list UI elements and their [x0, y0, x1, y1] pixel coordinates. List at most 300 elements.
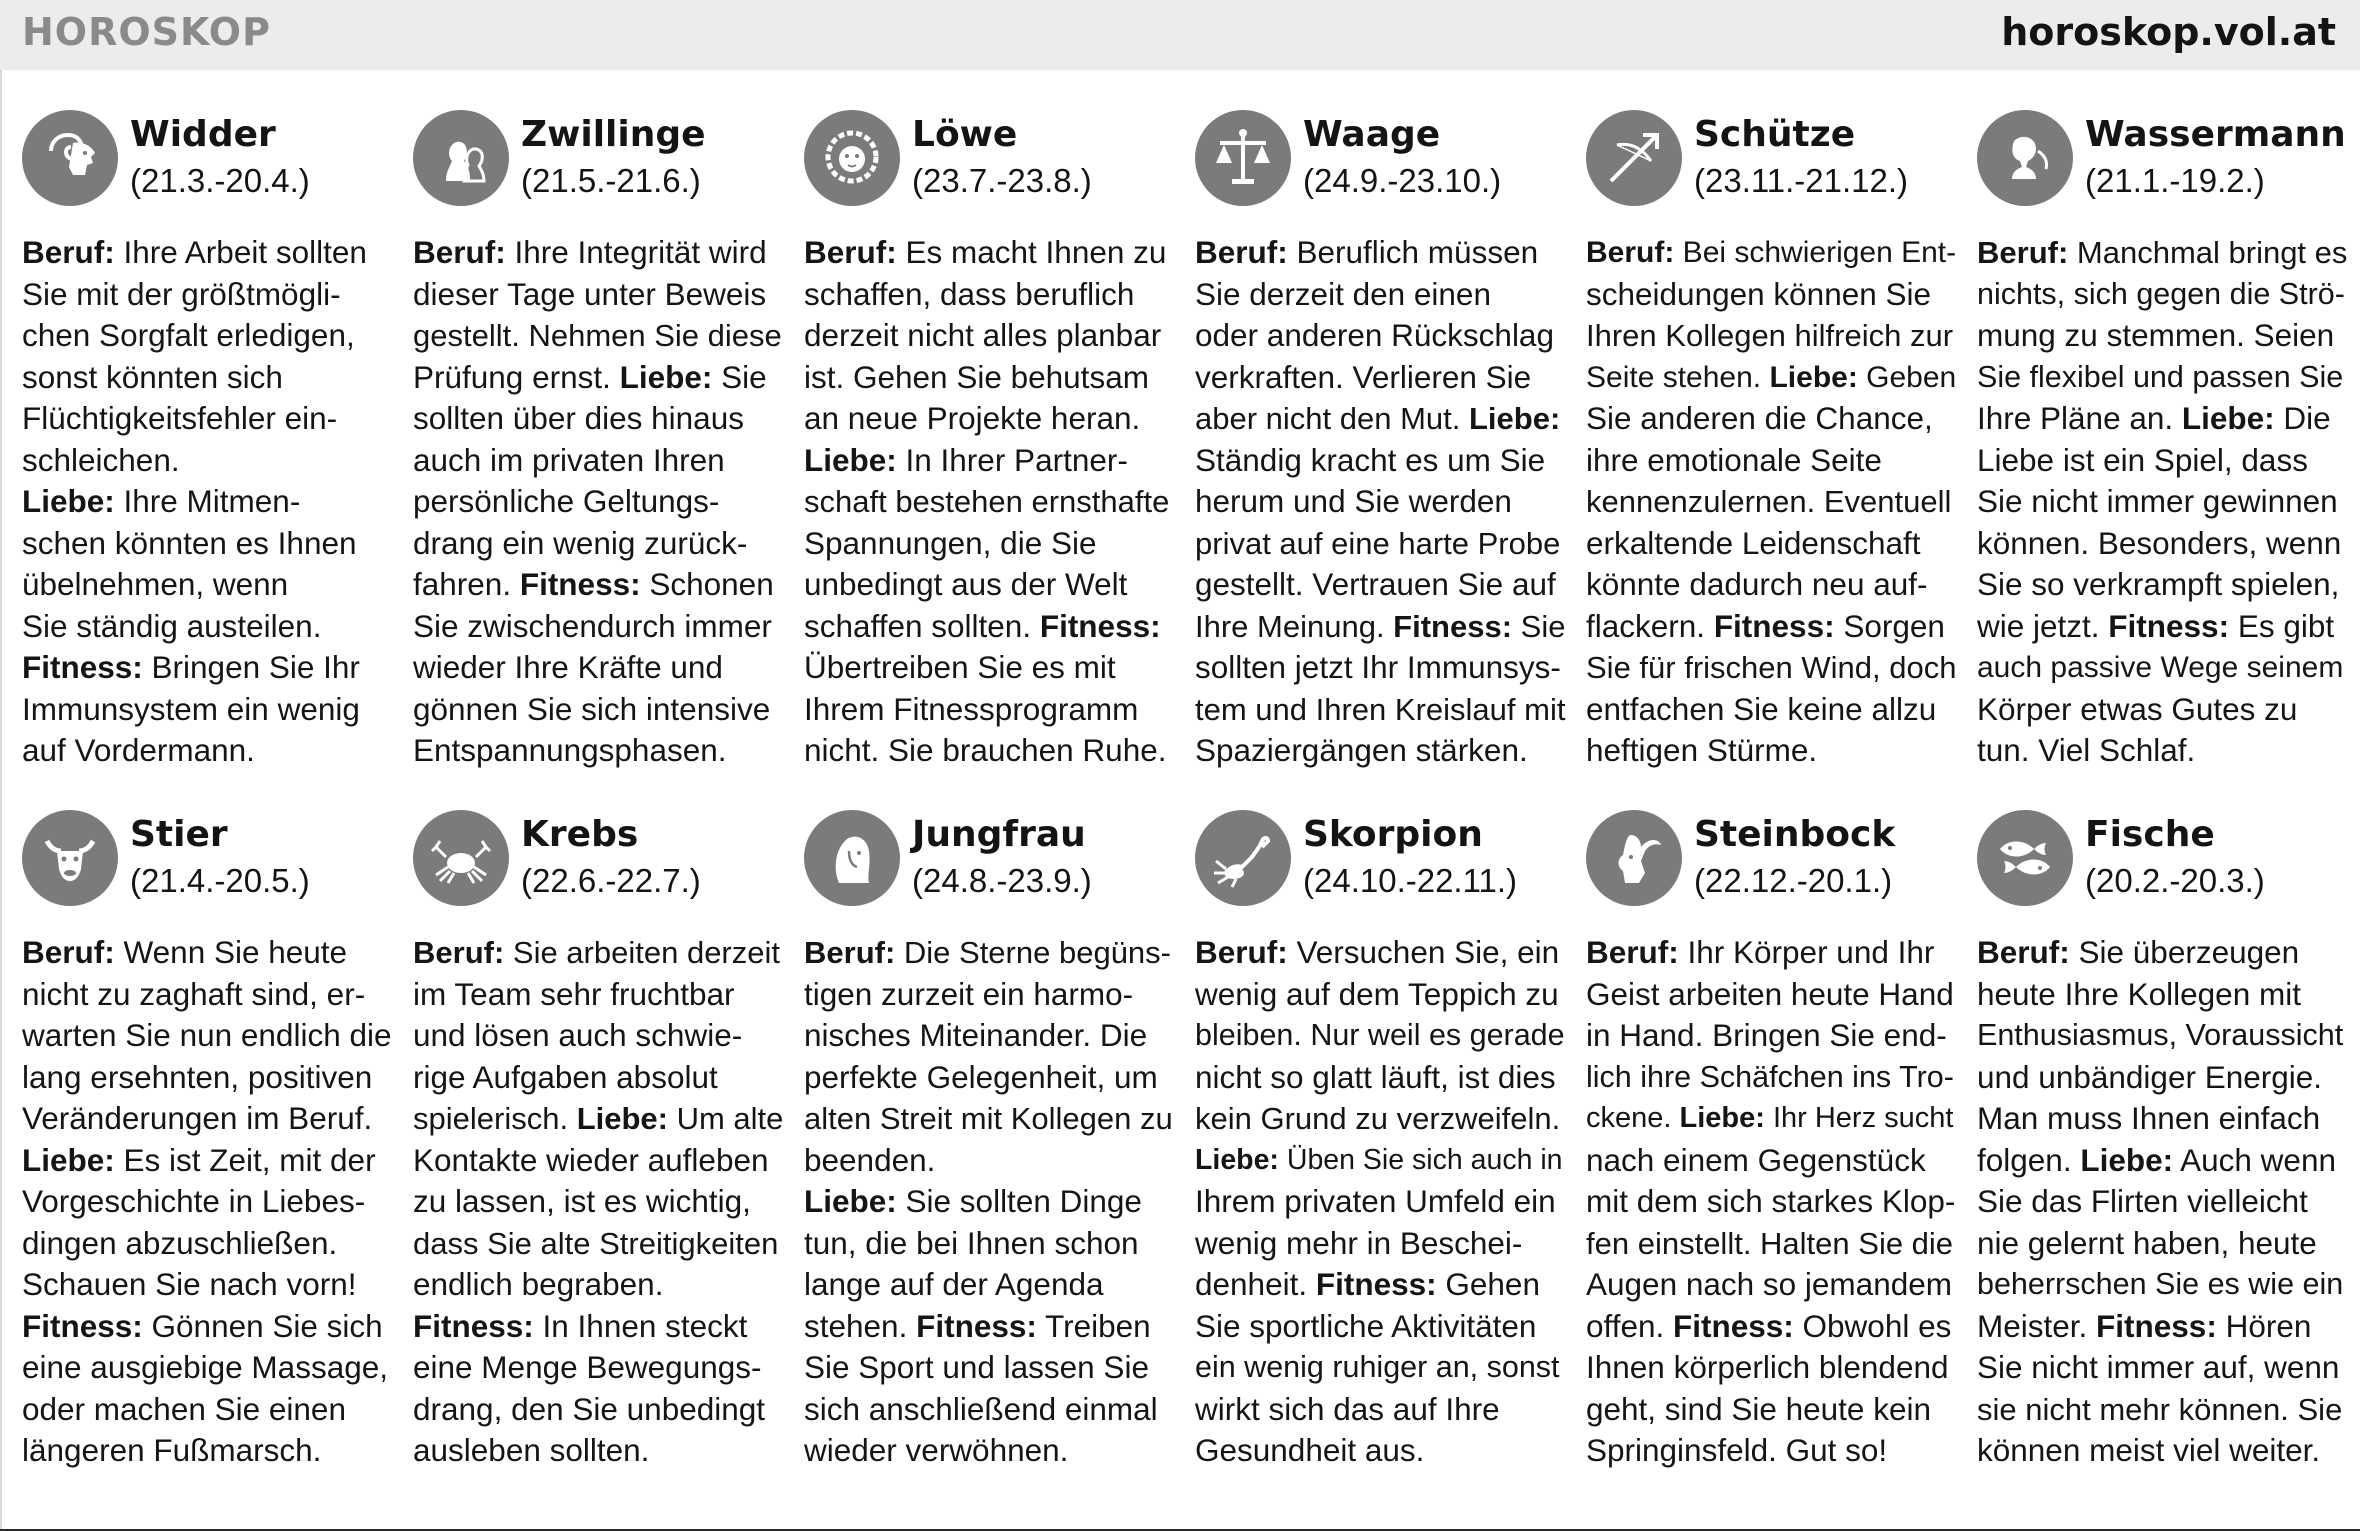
text-segment: Auch wenn	[2173, 1141, 2336, 1178]
text-segment: ihre emotionale Seite	[1586, 441, 1882, 478]
text-segment: oder machen Sie einen	[22, 1390, 346, 1427]
sign-header	[1977, 110, 2347, 232]
category-label: Beruf:	[413, 935, 505, 970]
sign-name: Steinbock	[1694, 814, 1896, 855]
horoscope-text	[804, 232, 1174, 772]
text-segment: schaft bestehen ernsthafte	[804, 484, 1170, 519]
text-line	[804, 1223, 1174, 1265]
text-segment: Spaziergängen stärken.	[1195, 732, 1528, 768]
text-line	[22, 974, 392, 1016]
text-segment: tigen zurzeit ein harmo-	[804, 975, 1134, 1012]
text-segment: herum und Sie werden	[1195, 483, 1512, 519]
sign-dates: (22.6.-22.7.)	[521, 862, 701, 899]
text-line	[1586, 232, 1956, 274]
text-line	[1977, 1347, 2347, 1389]
horoscope-entry-zwillinge	[413, 110, 783, 810]
text-line	[1977, 689, 2347, 731]
text-line	[1586, 606, 1956, 648]
text-segment: Sie anderen die Chance,	[1586, 400, 1933, 436]
text-line	[1977, 1430, 2347, 1472]
text-segment: Die	[2274, 400, 2331, 436]
text-line	[413, 730, 783, 772]
text-segment: und lösen auch schwie-	[413, 1017, 743, 1053]
text-segment: Ihrem Fitnessprogramm	[804, 690, 1139, 727]
text-segment: persönliche Geltungs-	[413, 483, 720, 519]
text-segment: Meister.	[1977, 1307, 2097, 1344]
text-segment: kennenzulernen. Eventuell	[1586, 484, 1952, 519]
text-segment: wenig mehr in Beschei-	[1195, 1224, 1523, 1261]
text-segment: perfekte Gelegenheit, um	[804, 1058, 1158, 1095]
text-line	[22, 1347, 392, 1389]
text-line	[1195, 974, 1565, 1016]
water-bearer-icon	[1977, 110, 2073, 206]
sign-header	[1586, 110, 1956, 232]
text-line	[804, 398, 1174, 440]
text-line	[1586, 689, 1956, 731]
text-segment: und unbändiger Energie.	[1977, 1058, 2323, 1095]
maiden-icon	[804, 810, 900, 906]
sign-header	[1195, 810, 1565, 932]
text-segment: Ihre Meinung.	[1195, 608, 1394, 644]
text-line	[1195, 689, 1565, 731]
sign-header	[804, 810, 1174, 932]
horoscope-entry-wassermann	[1977, 110, 2347, 810]
text-segment: Sie überzeugen	[2069, 934, 2300, 970]
category-label: Beruf:	[1586, 236, 1675, 269]
text-line	[804, 730, 1174, 772]
text-line	[22, 1098, 392, 1140]
text-segment: dass Sie alte Streitigkeiten	[413, 1225, 779, 1261]
text-line	[1977, 1223, 2347, 1265]
text-segment: Vorgeschichte in Liebes-	[22, 1183, 366, 1219]
category-label: Liebe:	[1195, 1143, 1279, 1176]
category-label: Beruf:	[804, 234, 897, 270]
category-label: Fitness:	[916, 1307, 1037, 1344]
sign-dates: (21.1.-19.2.)	[2085, 162, 2265, 199]
text-line	[1586, 1347, 1956, 1389]
text-line	[22, 440, 392, 482]
text-line	[1195, 1015, 1565, 1057]
text-segment: wie jetzt.	[1977, 607, 2109, 644]
text-line	[413, 1347, 783, 1389]
text-line	[22, 730, 392, 772]
text-segment: sonst könnten sich	[22, 358, 283, 395]
text-line	[22, 564, 392, 606]
text-line	[413, 1306, 783, 1348]
text-line	[413, 398, 783, 440]
text-segment: Körper etwas Gutes zu	[1977, 690, 2298, 727]
horoscope-text	[804, 932, 1174, 1472]
text-segment: könnte dadurch neu auf-	[1586, 566, 1928, 602]
sign-dates: (21.3.-20.4.)	[130, 162, 310, 199]
sign-header	[413, 110, 783, 232]
archer-icon	[1586, 110, 1682, 206]
text-line	[1195, 1098, 1565, 1140]
horoscope-grid	[22, 110, 2348, 1510]
text-segment: Veränderungen im Beruf.	[22, 1100, 373, 1136]
text-line	[1195, 398, 1565, 440]
text-line	[413, 274, 783, 316]
sign-name: Schütze	[1694, 114, 1856, 155]
text-line	[413, 1430, 783, 1472]
text-segment: Sie Sport und lassen Sie	[804, 1349, 1149, 1385]
text-line	[1586, 1181, 1956, 1223]
text-segment: Sie flexibel und passen Sie	[1977, 359, 2344, 394]
category-label: Fitness:	[22, 649, 143, 685]
text-segment: lang ersehnten, positiven	[22, 1058, 373, 1095]
text-segment: kein Grund zu verzweifeln.	[1195, 1101, 1561, 1136]
text-segment: Augen nach so jemandem	[1586, 1266, 1952, 1302]
sign-dates: (24.8.-23.9.)	[912, 862, 1092, 899]
text-segment: beherrschen Sie es wie ein	[1977, 1267, 2344, 1301]
sign-name: Krebs	[521, 814, 639, 855]
text-line	[22, 481, 392, 523]
text-line	[804, 606, 1174, 648]
twins-icon	[413, 110, 509, 206]
text-line	[413, 1389, 783, 1431]
text-line	[1586, 1140, 1956, 1182]
category-label: Fitness:	[1039, 607, 1161, 644]
horoscope-text	[22, 932, 392, 1472]
text-segment: Immunsystem ein wenig	[22, 690, 360, 727]
text-line	[804, 1306, 1174, 1348]
text-segment: wenig auf dem Teppich zu	[1195, 975, 1559, 1012]
text-line	[413, 1140, 783, 1182]
text-line	[413, 440, 783, 482]
text-segment: übelnehmen, wenn	[22, 566, 289, 602]
category-label: Fitness:	[22, 1307, 143, 1344]
text-segment: denheit.	[1195, 1266, 1316, 1302]
text-segment: Entspannungsphasen.	[413, 732, 727, 768]
category-label: Beruf:	[1977, 934, 2070, 970]
text-line	[804, 564, 1174, 606]
text-line	[22, 689, 392, 731]
text-line	[1195, 440, 1565, 482]
text-segment: flackern.	[1586, 607, 1714, 644]
text-segment: Springinsfeld. Gut so!	[1586, 1432, 1888, 1468]
text-line	[804, 315, 1174, 357]
sign-dates: (21.4.-20.5.)	[130, 862, 310, 899]
text-line	[804, 1264, 1174, 1306]
text-segment: schaffen, dass beruflich	[804, 275, 1135, 312]
text-line	[413, 1264, 783, 1306]
text-segment: ein wenig ruhiger an, sonst	[1195, 1350, 1560, 1384]
text-segment: privat auf eine harte Probe	[1195, 525, 1561, 561]
fish-icon	[1977, 810, 2073, 906]
category-label: Fitness:	[1673, 1307, 1794, 1344]
text-line	[1195, 1264, 1565, 1306]
text-line	[1586, 398, 1956, 440]
text-segment: Es ist Zeit, mit der	[114, 1141, 376, 1178]
text-segment: fahren.	[413, 566, 520, 602]
sign-header	[22, 110, 392, 232]
text-segment: rige Aufgaben absolut	[413, 1058, 718, 1095]
text-segment: heute Ihre Kollegen mit	[1977, 975, 2301, 1012]
text-segment: fen einstellt. Halten Sie die	[1586, 1225, 1954, 1261]
text-line	[1586, 932, 1956, 974]
text-segment: oder anderen Rückschlag	[1195, 317, 1554, 353]
text-segment: scheidungen können Sie	[1586, 275, 1932, 312]
text-line	[1586, 564, 1956, 606]
category-label: Liebe:	[1769, 360, 1858, 394]
text-segment: auf Vordermann.	[22, 732, 255, 768]
text-segment: wieder verwöhnen.	[804, 1432, 1069, 1468]
sign-name: Zwillinge	[521, 114, 706, 155]
text-segment: mit dem sich starkes Klop-	[1586, 1183, 1956, 1219]
crab-icon	[413, 810, 509, 906]
text-line	[1586, 1430, 1956, 1472]
text-line	[1586, 1306, 1956, 1348]
text-line	[22, 398, 392, 440]
text-line	[804, 274, 1174, 316]
text-line	[22, 606, 392, 648]
text-segment: Enthusiasmus, Voraussicht	[1977, 1018, 2344, 1052]
text-line	[413, 357, 783, 399]
text-line	[804, 689, 1174, 731]
horoscope-entry-waage	[1195, 110, 1565, 810]
text-segment: Sie so verkrampft spielen,	[1977, 566, 2340, 602]
text-line	[1195, 1306, 1565, 1348]
text-line	[1195, 232, 1565, 274]
text-segment: Sie zwischendurch immer	[413, 607, 772, 644]
horoscope-entry-löwe	[804, 110, 1174, 810]
text-segment: aber nicht den Mut.	[1195, 401, 1469, 436]
text-line	[22, 647, 392, 689]
text-segment: Sie	[1512, 608, 1566, 644]
horoscope-entry-stier	[22, 810, 392, 1510]
category-label: Fitness:	[1393, 608, 1513, 644]
text-segment: auch im privaten Ihren	[413, 441, 725, 478]
text-line	[413, 606, 783, 648]
text-segment: drang ein wenig zurück-	[413, 524, 748, 561]
text-line	[1195, 932, 1565, 974]
text-segment: Treiben	[1036, 1307, 1151, 1344]
text-segment: Sie mit der größtmögli-	[22, 275, 341, 312]
text-segment: Wenn Sie heute	[114, 934, 348, 970]
category-label: Fitness:	[2108, 607, 2230, 644]
text-segment: tun, die bei Ihnen schon	[804, 1224, 1139, 1261]
text-line	[1586, 274, 1956, 316]
horoscope-entry-schütze	[1586, 110, 1956, 810]
sign-header	[22, 810, 392, 932]
text-line	[22, 315, 392, 357]
text-segment: Manchmal bringt es	[2068, 235, 2348, 270]
text-segment: nicht so glatt läuft, ist dies	[1195, 1058, 1556, 1095]
text-line	[22, 232, 392, 274]
category-label: Beruf:	[1586, 934, 1679, 970]
text-segment: Gesundheit aus.	[1195, 1432, 1425, 1468]
sign-dates: (21.5.-21.6.)	[521, 162, 701, 199]
sign-name: Waage	[1303, 114, 1441, 155]
text-segment: Ihre Arbeit sollten	[114, 234, 367, 270]
text-segment: Es macht Ihnen zu	[896, 234, 1167, 270]
sign-name: Jungfrau	[912, 814, 1086, 855]
sign-header	[413, 810, 783, 932]
category-label: Liebe:	[619, 358, 713, 395]
text-segment: beenden.	[804, 1141, 936, 1178]
text-line	[1977, 1389, 2347, 1431]
text-segment: Ihrem privaten Umfeld ein	[1195, 1183, 1556, 1219]
text-line	[1586, 523, 1956, 565]
text-segment: Ihnen körperlich blendend	[1586, 1349, 1949, 1385]
sign-header	[1586, 810, 1956, 932]
text-line	[1195, 1057, 1565, 1099]
text-segment: Ihr Körper und Ihr	[1678, 934, 1935, 970]
text-line	[1195, 274, 1565, 316]
text-line	[804, 1347, 1174, 1389]
category-label: Liebe:	[2080, 1141, 2174, 1178]
text-line	[413, 647, 783, 689]
text-segment: alten Streit mit Kollegen zu	[804, 1101, 1173, 1136]
text-line	[1977, 647, 2347, 689]
text-line	[1195, 1389, 1565, 1431]
category-label: Fitness:	[1713, 607, 1835, 644]
horoscope-text	[1977, 232, 2347, 772]
horoscope-entry-jungfrau	[804, 810, 1174, 1510]
sign-name: Skorpion	[1303, 814, 1483, 855]
text-line	[1586, 1223, 1956, 1265]
horoscope-text	[413, 932, 783, 1472]
text-line	[1977, 730, 2347, 772]
text-segment: Gönnen Sie sich	[142, 1307, 383, 1344]
category-label: Beruf:	[22, 934, 115, 970]
sign-header	[1977, 810, 2347, 932]
text-line	[413, 232, 783, 274]
text-line	[804, 1389, 1174, 1431]
text-line	[413, 1223, 783, 1265]
text-segment: wirkt sich das auf Ihre	[1195, 1390, 1500, 1427]
text-segment: Bei schwierigen Ent-	[1674, 236, 1957, 269]
text-segment: stehen.	[804, 1307, 917, 1344]
text-segment: wieder Ihre Kräfte und	[413, 649, 723, 685]
text-segment: derzeit nicht alles planbar	[804, 317, 1162, 353]
sign-header	[1195, 110, 1565, 232]
text-line	[1586, 1389, 1956, 1431]
sign-name: Wassermann	[2085, 114, 2346, 155]
text-segment: Um alte	[667, 1101, 784, 1136]
category-label: Beruf:	[804, 935, 896, 970]
text-segment: ckene.	[1586, 1102, 1680, 1134]
text-segment: sollten über dies hinaus	[413, 400, 744, 436]
text-segment: gestellt. Nehmen Sie diese	[413, 318, 782, 353]
text-line	[22, 1223, 392, 1265]
goat-icon	[1586, 810, 1682, 906]
text-line	[1977, 232, 2347, 274]
text-segment: gestellt. Vertrauen Sie auf	[1195, 566, 1556, 602]
text-segment: Ihre Pläne an.	[1977, 400, 2182, 436]
text-line	[1586, 647, 1956, 689]
text-segment: mung zu stemmen. Seien	[1977, 317, 2335, 353]
sign-name: Stier	[130, 814, 228, 855]
text-segment: offen.	[1586, 1307, 1673, 1344]
text-line	[413, 974, 783, 1016]
text-segment: geht, sind Sie heute kein	[1586, 1390, 1931, 1427]
scorpion-icon	[1195, 810, 1291, 906]
text-line	[1977, 440, 2347, 482]
text-line	[804, 1098, 1174, 1140]
text-line	[413, 523, 783, 565]
text-segment: tem und Ihren Kreislauf mit	[1195, 691, 1566, 727]
text-line	[22, 1389, 392, 1431]
text-line	[804, 932, 1174, 974]
bull-icon	[22, 810, 118, 906]
text-segment: Schauen Sie nach vorn!	[22, 1266, 357, 1302]
text-line	[1195, 315, 1565, 357]
text-line	[22, 1015, 392, 1057]
text-segment: Ständig kracht es um Sie	[1195, 441, 1546, 478]
text-line	[22, 523, 392, 565]
horoscope-text	[1195, 232, 1565, 772]
text-line	[1195, 564, 1565, 606]
text-line	[1977, 1098, 2347, 1140]
text-line	[22, 932, 392, 974]
text-segment: sich anschließend einmal	[804, 1390, 1158, 1427]
sign-dates: (22.12.-20.1.)	[1694, 862, 1893, 899]
text-line	[804, 481, 1174, 523]
text-segment: Sie sollten Dinge	[896, 1183, 1142, 1219]
text-segment: drang, den Sie unbedingt	[413, 1390, 766, 1427]
text-line	[1977, 274, 2347, 316]
text-line	[413, 1057, 783, 1099]
text-segment: schaffen sollten.	[804, 607, 1040, 644]
text-line	[1195, 1140, 1565, 1182]
text-segment: nach einem Gegenstück	[1586, 1141, 1926, 1178]
text-line	[804, 523, 1174, 565]
text-segment: nicht zu zaghaft sind, er-	[22, 975, 366, 1012]
text-segment: im Team sehr fruchtbar	[413, 975, 735, 1012]
text-segment: tun. Viel Schlaf.	[1977, 732, 2196, 768]
text-line	[1977, 932, 2347, 974]
text-segment: Schonen	[640, 566, 774, 602]
text-segment: an neue Projekte heran.	[804, 400, 1141, 436]
sign-name: Löwe	[912, 114, 1018, 155]
text-line	[413, 564, 783, 606]
sign-name: Fische	[2085, 814, 2215, 855]
site-url: horoskop.vol.at	[2001, 10, 2336, 54]
horoscope-text	[413, 232, 783, 772]
text-segment: nicht. Sie brauchen Ruhe.	[804, 732, 1167, 768]
text-line	[1195, 647, 1565, 689]
text-line	[1586, 1264, 1956, 1306]
text-line	[413, 315, 783, 357]
category-label: Liebe:	[804, 441, 897, 478]
text-segment: Beruflich müssen	[1287, 234, 1539, 270]
text-line	[1586, 1015, 1956, 1057]
text-line	[413, 689, 783, 731]
text-segment: Sie nicht immer gewinnen	[1977, 483, 2338, 519]
text-line	[804, 1015, 1174, 1057]
horoscope-entry-steinbock	[1586, 810, 1956, 1510]
text-segment: Ihren Kollegen hilfreich zur	[1586, 318, 1954, 353]
text-line	[1977, 564, 2347, 606]
text-line	[1977, 1015, 2347, 1057]
text-line	[804, 647, 1174, 689]
text-segment: Man muss Ihnen einfach	[1977, 1100, 2321, 1136]
category-label: Beruf:	[1977, 235, 2069, 270]
text-segment: In Ihnen steckt	[533, 1307, 748, 1344]
horoscope-text	[22, 232, 392, 772]
text-segment: Flüchtigkeitsfehler ein-	[22, 400, 338, 436]
horoscope-text	[1977, 932, 2347, 1472]
horoscope-entry-widder	[22, 110, 392, 810]
text-line	[413, 1098, 783, 1140]
text-segment: chen Sorgfalt erledigen,	[22, 317, 355, 353]
text-segment: Ihre Integrität wird	[505, 234, 767, 270]
text-segment: bleiben. Nur weil es gerade	[1195, 1018, 1565, 1052]
category-label: Fitness:	[413, 1307, 534, 1344]
ram-icon	[22, 110, 118, 206]
text-line	[804, 1430, 1174, 1472]
